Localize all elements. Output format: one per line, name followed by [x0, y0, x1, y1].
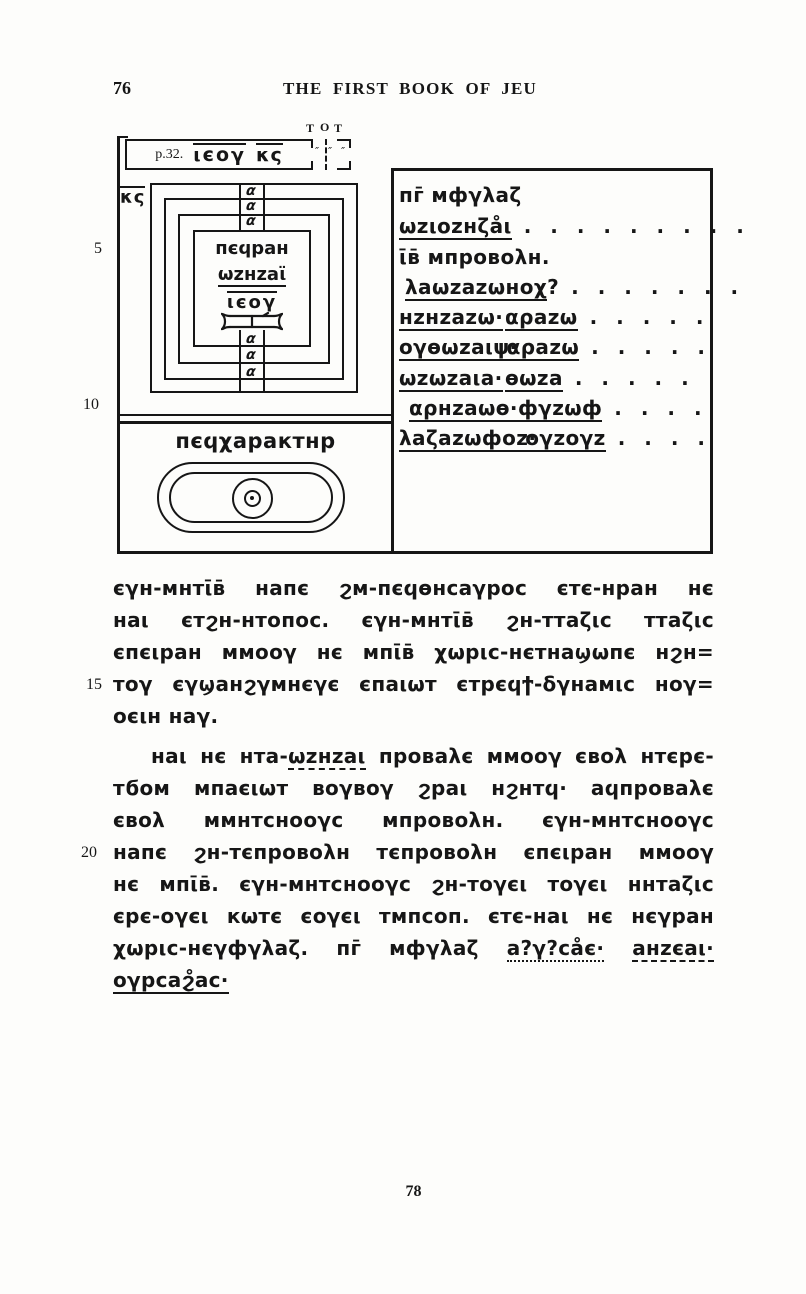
body-line: [113, 932, 714, 964]
dot-leader: . . . .: [617, 426, 711, 450]
continuation-letter-t2: T: [334, 121, 343, 135]
name-list-row: [399, 245, 711, 272]
body-text: [113, 572, 714, 996]
continuation-tick-3: ″: [341, 145, 346, 158]
divine-name: оγрсаϩ̊ас·: [113, 968, 229, 992]
alpha-glyph-2: α: [245, 198, 257, 214]
name-text: нzнzаzω·: [399, 305, 504, 329]
name-list-row: [399, 275, 745, 302]
charakter-label: пєϥχарактнр: [175, 429, 336, 453]
side-plate-number: κς: [120, 187, 146, 208]
alpha-glyph-1: α: [245, 183, 257, 199]
uncertainty-mark: ?: [547, 275, 560, 299]
name-list-row: [399, 305, 711, 332]
dot-leader: . . . .: [614, 396, 708, 420]
dot-leader: . . . . . . . . .: [523, 214, 750, 238]
seal-cartouche-icon: [221, 312, 283, 331]
name-text: αρнzаωѳ·: [409, 396, 518, 420]
body-line: нє мпῑв̄. єγн-мнтснооγс ϩн-тоγєι тоγєι ннтаζιс: [113, 872, 714, 896]
body-line: єγн-мнтῑв̄ напє ϩм-пєϥѳнсаγрос єтє-нран нє: [113, 576, 714, 600]
dot-leader: . . . . . . .: [571, 275, 745, 299]
name-list-row: [399, 335, 711, 362]
name-text: ѳωzа: [505, 366, 563, 390]
body-segment: проваλє ммооγ євоλ нтєрє-: [378, 744, 715, 768]
body-line: [113, 740, 714, 772]
plate-label-box: [125, 139, 311, 170]
name-text: ωzωzаιа·: [399, 366, 503, 390]
bottom-channel-left-line: [239, 330, 241, 393]
body-line: єрє-оγєι кωтє єоγєι тмпсоп. єтє-наι нє нєγран: [113, 904, 714, 928]
continuation-letter-t1: T: [306, 121, 315, 135]
name-list-row: [399, 396, 721, 423]
body-line: євоλ ммнтснооγс мпровоλн. єγн-мнтснооγс: [113, 808, 714, 832]
body-line: оєιн наγ.: [113, 704, 219, 728]
divine-name: а?γ?са̊є·: [506, 936, 605, 960]
charakter-center-dot: [250, 496, 254, 500]
body-line: наι єтϩн-нтопос. єγн-мнтῑв̄ ϩн-ттаζιс ттаζιс: [113, 608, 714, 632]
center-name-line-3: ιєоγ: [226, 292, 278, 313]
body-line: тϭом мпаєιωт воγвоγ ϩраι нϩнтϥ· аϥпроваλє: [113, 776, 714, 800]
margin-number-20: 20: [81, 844, 97, 861]
name-text: пг̄ мфγλаζ: [399, 183, 522, 207]
dot-leader: . . . . .: [574, 366, 695, 390]
body-line: напє ϩн-тєпровоλн тєпровоλн єпєιран ммооγ: [113, 840, 714, 864]
name-text: λаζаzωфоz·: [399, 426, 537, 450]
center-name-line-2: ωzнzаϊ: [217, 264, 287, 285]
name-text: оγѳωzаιψ·: [399, 335, 518, 359]
alpha-glyph-4: α: [245, 331, 257, 347]
name-text: αρаzω: [506, 335, 580, 359]
divine-name: анzєаι·: [632, 936, 715, 960]
continuation-bracket-right-top: [349, 139, 351, 148]
page-number-top: 76: [113, 78, 131, 98]
body-segment: χωрιс-нєγфγλаζ. пг̄ мфγλаζ: [113, 936, 479, 960]
name-text: λаωzаzωноχ: [405, 275, 548, 299]
top-channel-right-line: [263, 185, 265, 230]
name-text: фγzωф: [517, 396, 603, 420]
name-text: оγzоγz: [525, 426, 606, 450]
frame-bottom-line: [117, 551, 713, 554]
label-edge-top: [311, 139, 313, 148]
name-text: ῑв̄ мпровоλн.: [399, 245, 550, 269]
name-list-row: [399, 366, 711, 393]
body-segment: наι нє нта-: [151, 744, 289, 768]
charakter-divider-line-1: [117, 414, 394, 416]
page-title: THE FIRST BOOK OF JEU: [283, 79, 537, 98]
frame-top-right-line: [391, 168, 713, 171]
name-text: ωzιοzнζа̊ι: [399, 214, 512, 238]
page-number-bottom: 78: [405, 1183, 422, 1200]
plate-name: ιєоγ: [193, 144, 246, 167]
name-text: αρаzω: [505, 305, 578, 329]
continuation-tick-1: ″: [315, 145, 320, 158]
top-channel-left-line: [239, 185, 241, 230]
alpha-glyph-5: α: [245, 347, 257, 363]
continuation-tick-2: ″: [328, 145, 333, 158]
margin-number-10: 10: [83, 396, 99, 413]
name-list-row: [399, 426, 711, 453]
charakter-divider-line-2: [117, 421, 394, 424]
alpha-glyph-3: α: [245, 213, 257, 229]
margin-number-5: 5: [94, 240, 102, 257]
frame-middle-divider: [391, 168, 394, 551]
name-list-row: [399, 183, 711, 210]
plate-page-ref: p.32.: [155, 146, 184, 162]
continuation-dashed-line: [325, 139, 327, 170]
margin-number-15: 15: [86, 676, 102, 693]
body-line: [113, 964, 714, 996]
divine-name: ωzнzаι: [288, 744, 366, 768]
frame-left-stub: [117, 136, 128, 138]
name-list-row: [399, 214, 750, 241]
dot-leader: . . . . .: [591, 335, 711, 359]
dot-leader: . . . . .: [589, 305, 710, 329]
bottom-channel-right-line: [263, 330, 265, 393]
body-line: тоγ єγϣанϩγмнєγє єпаιωт єтрєϥϯ-δγнамιс ноγ=: [113, 672, 714, 696]
continuation-letter-o: O: [320, 120, 330, 134]
alpha-glyph-6: α: [245, 364, 257, 380]
center-name-line-1: пєϥран: [215, 238, 289, 259]
label-edge-bottom: [311, 161, 313, 170]
body-line: єпєιран ммооγ нє мпῑв̄ χωрιс-нєтнаϣωпє нϩн=: [113, 640, 714, 664]
plate-number: κς: [255, 144, 283, 167]
continuation-bracket-bottom: [337, 168, 351, 170]
